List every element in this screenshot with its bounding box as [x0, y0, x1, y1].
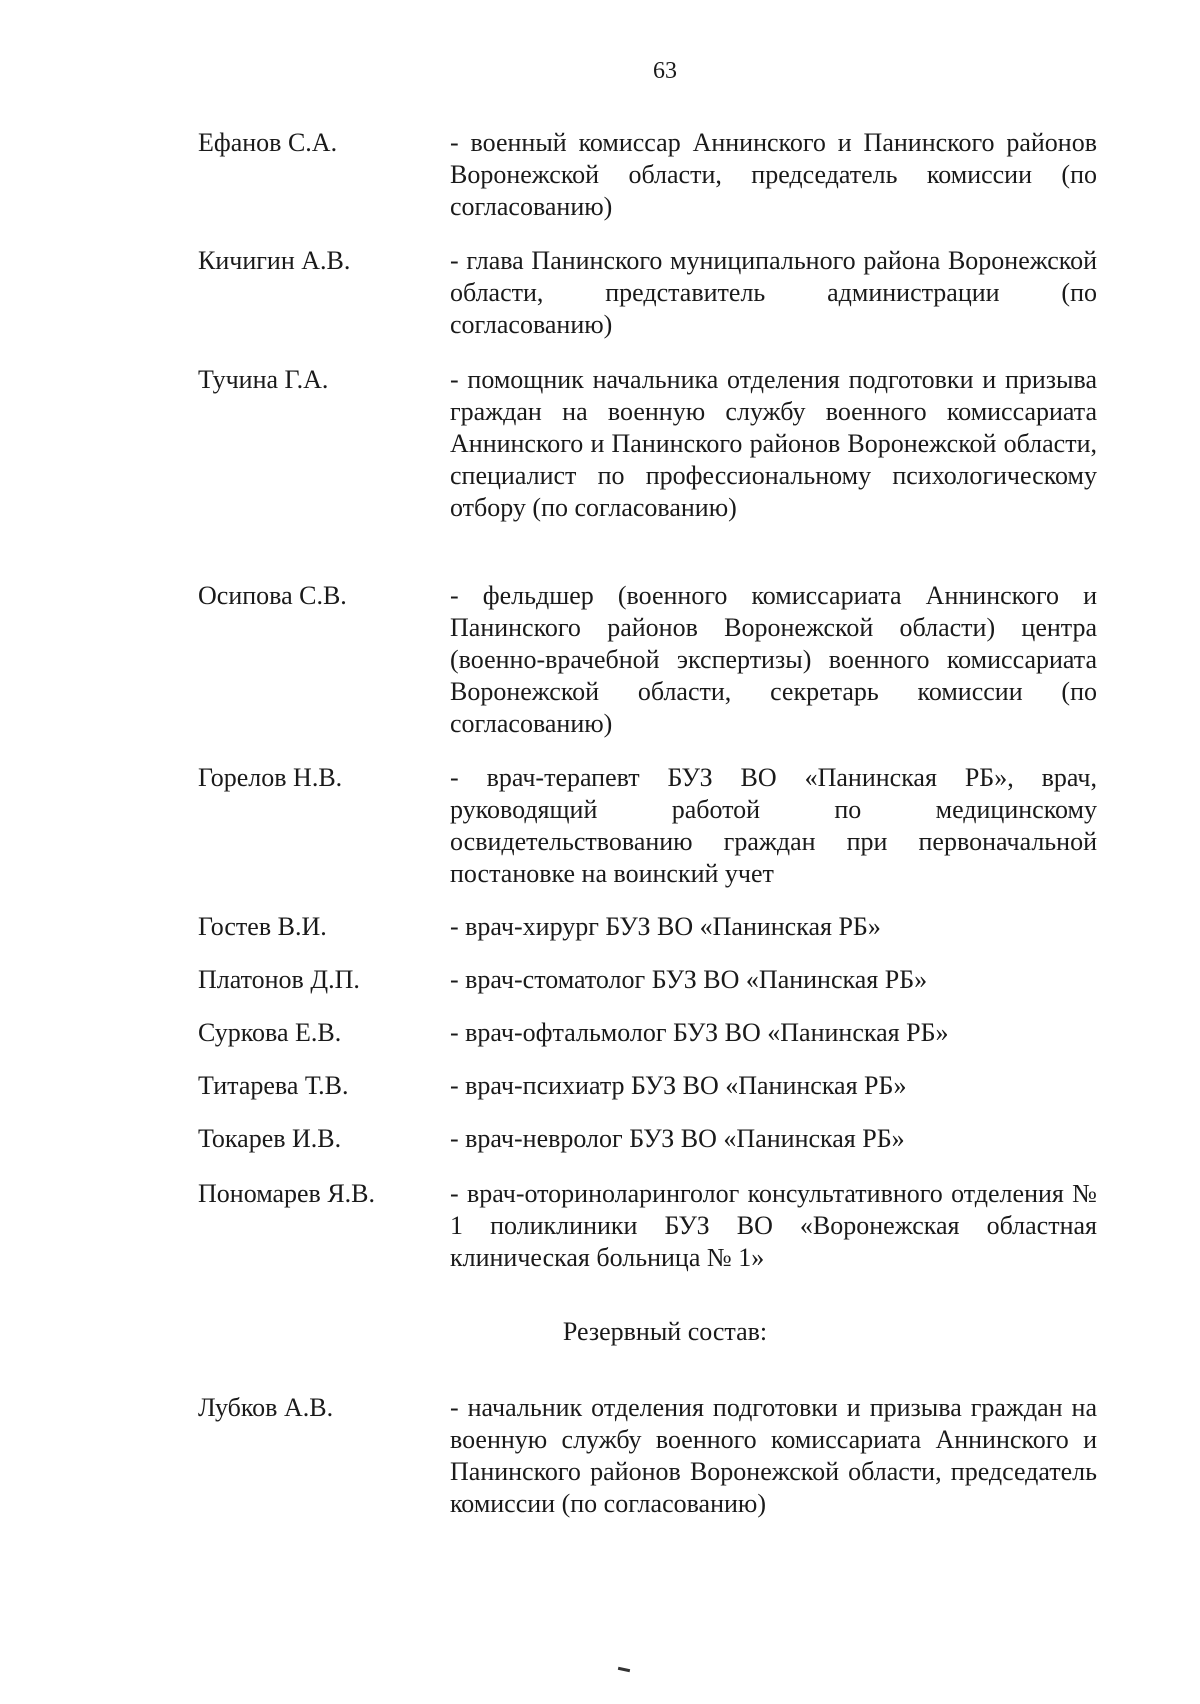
member-description: - врач-оториноларинголог консультативного отделения № 1 поликлиники БУЗ ВО «Воронежская областная клиническая больница № 1» [450, 1179, 1097, 1272]
reserve-section-title: Резервный состав: [562, 1317, 768, 1346]
member-name: Осипова С.В. [198, 581, 347, 610]
member-description: - начальник отделения подготовки и призыва граждан на военную службу военного комиссариата Аннинского и Панинского районов Воронежской области, председатель комиссии (по согласованию) [450, 1393, 1097, 1518]
member-name: Гостев В.И. [198, 912, 327, 941]
member-name: Лубков А.В. [198, 1393, 334, 1422]
member-name: Кичигин А.В. [198, 246, 351, 275]
member-name: Платонов Д.П. [198, 965, 360, 994]
member-description: - военный комиссар Аннинского и Панинского районов Воронежской области, председатель комиссии (по согласованию) [450, 128, 1097, 221]
scan-mark [618, 1667, 630, 1672]
member-name: Суркова Е.В. [198, 1018, 342, 1047]
member-description: - врач-невролог БУЗ ВО «Панинская РБ» [450, 1124, 905, 1153]
member-name: Пономарев Я.В. [198, 1179, 376, 1208]
member-description: - фельдшер (военного комиссариата Аннинского и Панинского районов Воронежской области) центра (военно-врачебной экспертизы) военного комиссариата Воронежской области, секретарь комиссии (по согласованию) [450, 581, 1097, 738]
page-number: 63 [653, 58, 677, 84]
member-name: Ефанов С.А. [198, 128, 338, 157]
member-name: Тучина Г.А. [198, 365, 329, 394]
member-name: Горелов Н.В. [198, 763, 343, 792]
member-description: - помощник начальника отделения подготовки и призыва граждан на военную службу военного комиссариата Аннинского и Панинского районов Воронежской области, специалист по профессиональному психологическому отбору (по согласованию) [450, 365, 1097, 522]
member-description: - врач-стоматолог БУЗ ВО «Панинская РБ» [450, 965, 928, 994]
member-description: - врач-офтальмолог БУЗ ВО «Панинская РБ» [450, 1018, 949, 1047]
member-name: Токарев И.В. [198, 1124, 342, 1153]
member-description: - врач-хирург БУЗ ВО «Панинская РБ» [450, 912, 881, 941]
member-name: Титарева Т.В. [198, 1071, 349, 1100]
member-description: - врач-терапевт БУЗ ВО «Панинская РБ», врач, руководящий работой по медицинскому освидетельствованию граждан при первоначальной постановке на воинский учет [450, 763, 1097, 888]
member-description: - глава Панинского муниципального района Воронежской области, представитель администрации (по согласованию) [450, 246, 1097, 339]
member-description: - врач-психиатр БУЗ ВО «Панинская РБ» [450, 1071, 907, 1100]
